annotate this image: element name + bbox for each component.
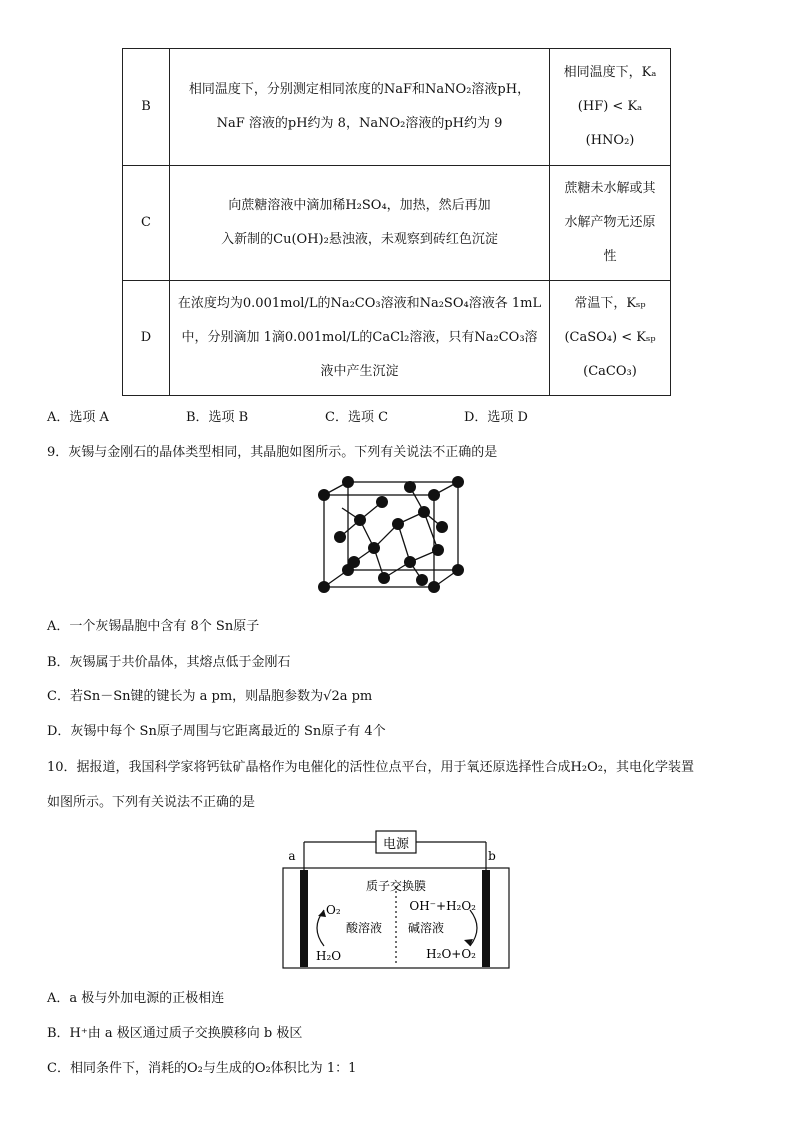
q9-option-a[interactable]: A．一个灰锡晶胞中含有 8个 Sn原子: [47, 619, 260, 634]
q10-option-b[interactable]: B．H⁺由 a 极区通过质子交换膜移向 b 极区: [47, 1026, 303, 1041]
row-conclusion: 蔗糖未水解或其 水解产物无还原 性: [550, 166, 671, 281]
q8-choices: [47, 406, 603, 425]
acid-solution-label: 酸溶液: [345, 921, 383, 935]
row-label: B: [123, 49, 170, 166]
row-label: C: [123, 166, 170, 281]
h2o-o2-label: H₂O+O₂: [426, 947, 476, 961]
power-label: 电源: [382, 837, 410, 852]
table-row: [123, 166, 671, 281]
row-operation: 在浓度均为0.001mol/L的Na₂CO₃溶液和Na₂SO₄溶液各 1mL 中，分别滴加 1滴0.001mol/L的CaCl₂溶液，只有Na₂CO₃溶 液中产生沉淀: [170, 281, 550, 396]
q9-option-c[interactable]: C．若Sn－Sn键的键长为 a pm，则晶胞参数为√2a pm: [47, 689, 373, 704]
electrode-b-label: b: [488, 849, 496, 863]
q10-stem-line2: 如图所示。下列有关说法不正确的是: [47, 795, 256, 810]
row-conclusion: 常温下，Kₛₚ (CaSO₄) < Kₛₚ (CaCO₃): [550, 281, 671, 396]
q9-option-d[interactable]: D．灰锡中每个 Sn原子周围与它距离最近的 Sn原子有 4个: [47, 724, 386, 739]
choice-a[interactable]: A．选项 A: [47, 410, 109, 425]
oh-h2o2-label: OH⁻+H₂O₂: [409, 899, 476, 913]
q10-stem-line1: 10．据报道，我国科学家将钙钛矿晶格作为电催化的活性位点平台，用于氧还原选择性合成H₂O₂，其电化学装置: [47, 760, 694, 775]
o2-label: O₂: [326, 903, 341, 917]
table-row: [123, 281, 671, 396]
row-label: D: [123, 281, 170, 396]
q10-option-a[interactable]: A．a 极与外加电源的正极相连: [47, 991, 225, 1006]
crystal-cell-diagram: [310, 472, 470, 600]
electrochemical-cell-diagram: [280, 828, 512, 972]
table-row: [123, 49, 671, 166]
membrane-label: 质子交换膜: [365, 879, 427, 893]
q9-stem: 9．灰锡与金刚石的晶体类型相同，其晶胞如图所示。下列有关说法不正确的是: [47, 445, 498, 460]
row-operation: 相同温度下，分别测定相同浓度的NaF和NaNO₂溶液pH， NaF 溶液的pH约为 8，NaNO₂溶液的pH约为 9: [170, 49, 550, 166]
choice-c[interactable]: C．选项 C: [325, 410, 389, 425]
q9-option-b[interactable]: B．灰锡属于共价晶体，其熔点低于金刚石: [47, 655, 291, 670]
choice-d[interactable]: D．选项 D: [464, 410, 528, 425]
row-operation: 向蔗糖溶液中滴加稀H₂SO₄，加热，然后再加 入新制的Cu(OH)₂悬浊液，未观察到砖红色沉淀: [170, 166, 550, 281]
h2o-label: H₂O: [316, 949, 342, 963]
q10-option-c[interactable]: C．相同条件下，消耗的O₂与生成的O₂体积比为 1：1: [47, 1061, 357, 1076]
electrode-a-label: a: [288, 849, 296, 863]
base-solution-label: 碱溶液: [407, 921, 445, 935]
row-conclusion: 相同温度下，Kₐ (HF) < Kₐ (HNO₂): [550, 49, 671, 166]
experiment-table: [122, 48, 671, 396]
choice-b[interactable]: B．选项 B: [186, 410, 249, 425]
